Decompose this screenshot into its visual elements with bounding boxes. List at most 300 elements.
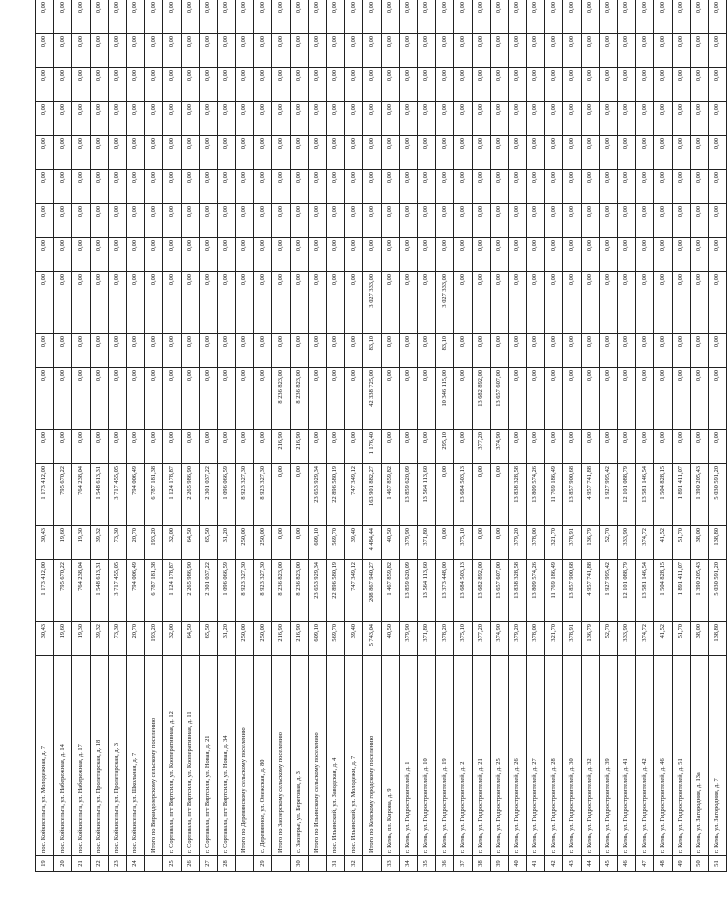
value-cell: 0,00 <box>72 368 90 430</box>
value-cell: 0,00 <box>108 204 126 238</box>
value-cell: 13 564 113,60 <box>417 464 435 526</box>
value-cell: 0,00 <box>545 68 563 102</box>
address-cell: Итого по Кемскому городскому поселению <box>363 656 381 856</box>
value-cell: 0,00 <box>126 170 144 204</box>
value-cell: 0,00 <box>690 102 708 136</box>
value-cell: 0,00 <box>236 170 254 204</box>
value-cell: 13 684 503,13 <box>454 560 472 622</box>
value-cell: 0,00 <box>508 0 526 34</box>
value-cell: 0,00 <box>472 170 490 204</box>
value-cell: 0,00 <box>672 368 690 430</box>
value-cell: 20,70 <box>126 622 144 656</box>
value-cell: 0,00 <box>145 238 163 272</box>
table-row <box>636 0 654 872</box>
value-cell: 0,00 <box>90 102 108 136</box>
value-cell: 0,00 <box>145 430 163 464</box>
table-row <box>599 0 617 872</box>
value-cell: 0,00 <box>690 68 708 102</box>
value-cell: 0,00 <box>54 68 72 102</box>
value-cell: 0,00 <box>308 238 326 272</box>
value-cell: 0,00 <box>436 464 454 526</box>
value-cell: 250,00 <box>254 526 272 560</box>
value-cell: 30,43 <box>36 526 54 560</box>
value-cell: 19,30 <box>72 526 90 560</box>
value-cell: 0,00 <box>217 272 235 334</box>
value-cell: 569,70 <box>327 622 345 656</box>
value-cell: 0,00 <box>54 238 72 272</box>
address-cell: с. Деревянное, ул. Онежская, д. 80 <box>254 656 272 856</box>
value-cell: 73,30 <box>108 622 126 656</box>
table-row <box>199 0 217 872</box>
value-cell: 0,00 <box>308 0 326 34</box>
value-cell: 38,00 <box>690 622 708 656</box>
value-cell: 0,00 <box>672 272 690 334</box>
value-cell: 379,90 <box>399 526 417 560</box>
table-row <box>290 0 308 872</box>
value-cell: 0,00 <box>654 238 672 272</box>
value-cell: 0,00 <box>217 136 235 170</box>
value-cell: 0,00 <box>236 34 254 68</box>
value-cell: 295,10 <box>436 430 454 464</box>
value-cell: 0,00 <box>254 0 272 34</box>
value-cell: 0,00 <box>563 430 581 464</box>
table-row <box>672 0 690 872</box>
value-cell: 0,00 <box>36 170 54 204</box>
value-cell: 0,00 <box>490 526 508 560</box>
value-cell: 41,52 <box>654 526 672 560</box>
value-cell: 0,00 <box>272 334 290 368</box>
value-cell: 19,30 <box>72 622 90 656</box>
value-cell: 0,00 <box>345 34 363 68</box>
value-cell: 0,00 <box>126 238 144 272</box>
value-cell: 19,60 <box>54 526 72 560</box>
value-cell: 0,00 <box>527 430 545 464</box>
row-number-cell: 24 <box>126 856 144 872</box>
value-cell: 0,00 <box>581 170 599 204</box>
value-cell: 0,00 <box>126 204 144 238</box>
row-number-cell: 49 <box>672 856 690 872</box>
value-cell: 0,00 <box>108 34 126 68</box>
value-cell: 0,00 <box>217 430 235 464</box>
row-number-cell: 29 <box>254 856 272 872</box>
value-cell: 0,00 <box>618 0 636 34</box>
value-cell: 0,00 <box>272 34 290 68</box>
row-number-cell: 35 <box>417 856 435 872</box>
value-cell: 0,00 <box>381 136 399 170</box>
value-cell: 0,00 <box>417 102 435 136</box>
value-cell: 12 101 088,79 <box>618 464 636 526</box>
value-cell: 83,10 <box>363 334 381 368</box>
value-cell: 0,00 <box>308 34 326 68</box>
value-cell: 0,00 <box>199 368 217 430</box>
table-row <box>254 0 272 872</box>
value-cell: 0,00 <box>599 136 617 170</box>
value-cell: 1 096 066,59 <box>217 560 235 622</box>
value-cell: 0,00 <box>90 238 108 272</box>
value-cell: 0,00 <box>436 34 454 68</box>
value-cell: 0,00 <box>327 430 345 464</box>
value-cell: 5 030 591,20 <box>708 560 726 622</box>
value-cell: 0,00 <box>236 272 254 334</box>
row-number-cell: 34 <box>399 856 417 872</box>
value-cell: 0,00 <box>327 368 345 430</box>
value-cell: 0,00 <box>636 368 654 430</box>
value-cell: 13 809 574,26 <box>527 464 545 526</box>
value-cell: 0,00 <box>599 204 617 238</box>
address-cell: г. Кемь, ул. Гидростроителей, д. 46 <box>654 656 672 856</box>
row-number-cell: 42 <box>545 856 563 872</box>
value-cell: 794 006,49 <box>126 464 144 526</box>
value-cell: 73,30 <box>108 526 126 560</box>
value-cell: 0,00 <box>636 204 654 238</box>
value-cell: 0,00 <box>290 68 308 102</box>
row-number-cell: 36 <box>436 856 454 872</box>
value-cell: 193,20 <box>145 526 163 560</box>
value-cell: 0,00 <box>54 0 72 34</box>
value-cell: 22 896 580,19 <box>327 464 345 526</box>
value-cell: 0,00 <box>618 430 636 464</box>
value-cell: 0,00 <box>217 204 235 238</box>
value-cell: 136,79 <box>581 622 599 656</box>
value-cell: 0,00 <box>417 238 435 272</box>
value-cell: 0,00 <box>690 34 708 68</box>
value-cell: 0,00 <box>581 34 599 68</box>
value-cell: 0,00 <box>618 170 636 204</box>
value-cell: 0,00 <box>163 170 181 204</box>
value-cell: 13 838 328,58 <box>508 560 526 622</box>
value-cell: 0,00 <box>181 368 199 430</box>
value-cell: 0,00 <box>708 334 726 368</box>
value-cell: 0,00 <box>163 238 181 272</box>
table-row <box>381 0 399 872</box>
row-number-cell: 48 <box>654 856 672 872</box>
value-cell: 0,00 <box>290 334 308 368</box>
address-cell: г. Кемь, ул. Гидростроителей, д. 51 <box>672 656 690 856</box>
value-cell: 0,00 <box>163 136 181 170</box>
value-cell: 0,00 <box>708 34 726 68</box>
address-cell: г. Сортавала, пгт Вяртсиля, ул. Новая, д. 21 <box>199 656 217 856</box>
value-cell: 0,00 <box>108 170 126 204</box>
address-cell: г. Кемь, ул. Гидростроителей, д. 39 <box>599 656 617 856</box>
value-cell: 0,00 <box>545 136 563 170</box>
value-cell: 0,00 <box>108 102 126 136</box>
value-cell: 51,70 <box>672 526 690 560</box>
value-cell: 0,00 <box>508 136 526 170</box>
value-cell: 30,43 <box>36 622 54 656</box>
value-cell: 1 390 205,43 <box>690 560 708 622</box>
value-cell: 1 176,40 <box>363 430 381 464</box>
table-row <box>417 0 435 872</box>
value-cell: 23 653 929,34 <box>308 560 326 622</box>
value-cell: 0,00 <box>308 204 326 238</box>
value-cell: 0,00 <box>563 170 581 204</box>
value-cell: 0,00 <box>490 204 508 238</box>
value-cell: 0,00 <box>90 34 108 68</box>
table-row <box>108 0 126 872</box>
value-cell: 0,00 <box>690 170 708 204</box>
value-cell: 0,00 <box>199 170 217 204</box>
value-cell: 0,00 <box>508 102 526 136</box>
value-cell: 0,00 <box>436 102 454 136</box>
table-row <box>690 0 708 872</box>
value-cell: 0,00 <box>308 102 326 136</box>
value-cell: 0,00 <box>454 136 472 170</box>
value-cell: 0,00 <box>272 68 290 102</box>
value-cell: 38,00 <box>690 526 708 560</box>
value-cell: 12 101 088,79 <box>618 560 636 622</box>
value-cell: 0,00 <box>454 238 472 272</box>
value-cell: 0,00 <box>527 34 545 68</box>
value-cell: 138,80 <box>708 526 726 560</box>
table-row <box>345 0 363 872</box>
value-cell: 0,00 <box>708 68 726 102</box>
value-cell: 0,00 <box>527 170 545 204</box>
value-cell: 0,00 <box>126 136 144 170</box>
value-cell: 0,00 <box>254 238 272 272</box>
value-cell: 0,00 <box>217 334 235 368</box>
value-cell: 0,00 <box>417 272 435 334</box>
table-row <box>454 0 472 872</box>
value-cell: 0,00 <box>72 334 90 368</box>
value-cell: 0,00 <box>72 272 90 334</box>
value-cell: 39,32 <box>90 526 108 560</box>
table-row <box>563 0 581 872</box>
value-cell: 0,00 <box>472 464 490 526</box>
value-cell: 0,00 <box>472 102 490 136</box>
value-cell: 13 859 620,09 <box>399 560 417 622</box>
value-cell: 0,00 <box>272 238 290 272</box>
value-cell: 0,00 <box>381 204 399 238</box>
value-cell: 0,00 <box>508 68 526 102</box>
value-cell: 0,00 <box>181 34 199 68</box>
table-row <box>327 0 345 872</box>
value-cell: 0,00 <box>417 204 435 238</box>
value-cell: 0,00 <box>618 368 636 430</box>
value-cell: 0,00 <box>72 238 90 272</box>
value-cell: 0,00 <box>199 238 217 272</box>
table-row <box>527 0 545 872</box>
row-number-cell: 43 <box>563 856 581 872</box>
value-cell: 0,00 <box>399 136 417 170</box>
value-cell: 0,00 <box>199 272 217 334</box>
value-cell: 0,00 <box>654 204 672 238</box>
value-cell: 52,70 <box>599 526 617 560</box>
value-cell: 0,00 <box>90 0 108 34</box>
value-cell: 0,00 <box>672 430 690 464</box>
value-cell: 0,00 <box>508 430 526 464</box>
value-cell: 0,00 <box>490 102 508 136</box>
value-cell: 0,00 <box>381 170 399 204</box>
value-cell: 250,00 <box>254 622 272 656</box>
table-row <box>126 0 144 872</box>
value-cell: 0,00 <box>490 238 508 272</box>
value-cell: 0,00 <box>690 136 708 170</box>
value-cell: 41,52 <box>654 622 672 656</box>
value-cell: 0,00 <box>363 102 381 136</box>
value-cell: 0,00 <box>672 238 690 272</box>
value-cell: 0,00 <box>436 526 454 560</box>
value-cell: 52,70 <box>599 622 617 656</box>
value-cell: 0,00 <box>508 238 526 272</box>
value-cell: 0,00 <box>581 368 599 430</box>
value-cell: 0,00 <box>399 334 417 368</box>
value-cell: 377,20 <box>472 430 490 464</box>
value-cell: 0,00 <box>199 430 217 464</box>
value-cell: 0,00 <box>472 238 490 272</box>
value-cell: 0,00 <box>599 68 617 102</box>
value-cell: 0,00 <box>672 68 690 102</box>
value-cell: 795 670,22 <box>54 560 72 622</box>
value-cell: 0,00 <box>327 68 345 102</box>
value-cell: 0,00 <box>618 102 636 136</box>
address-cell: г. Кемь, ул. Гидростроителей, д. 42 <box>636 656 654 856</box>
value-cell: 0,00 <box>363 68 381 102</box>
row-number-cell: 38 <box>472 856 490 872</box>
value-cell: 0,00 <box>217 170 235 204</box>
table-row <box>436 0 454 872</box>
value-cell: 0,00 <box>563 334 581 368</box>
value-cell: 2 301 037,22 <box>199 464 217 526</box>
value-cell: 0,00 <box>690 368 708 430</box>
value-cell: 371,80 <box>417 526 435 560</box>
value-cell: 0,00 <box>217 238 235 272</box>
value-cell: 0,00 <box>381 0 399 34</box>
value-cell: 138,80 <box>708 622 726 656</box>
value-cell: 0,00 <box>581 238 599 272</box>
value-cell: 0,00 <box>327 136 345 170</box>
value-cell: 0,00 <box>581 68 599 102</box>
row-number-cell: 51 <box>708 856 726 872</box>
value-cell: 0,00 <box>126 334 144 368</box>
row-number-cell: 50 <box>690 856 708 872</box>
value-cell: 64,50 <box>181 622 199 656</box>
value-cell: 0,00 <box>272 136 290 170</box>
value-cell: 0,00 <box>181 68 199 102</box>
value-cell: 3 717 455,05 <box>108 464 126 526</box>
value-cell: 0,00 <box>199 102 217 136</box>
value-cell: 0,00 <box>545 204 563 238</box>
value-cell: 0,00 <box>90 368 108 430</box>
value-cell: 0,00 <box>436 68 454 102</box>
address-cell: г. Сортавала, пгт Вяртсиля, ул. Кооперативная, д. 11 <box>181 656 199 856</box>
value-cell: 0,00 <box>345 102 363 136</box>
value-cell: 1 927 995,42 <box>599 464 617 526</box>
value-cell: 0,00 <box>581 272 599 334</box>
value-cell: 747 349,12 <box>345 560 363 622</box>
value-cell: 0,00 <box>290 136 308 170</box>
value-cell: 0,00 <box>399 0 417 34</box>
value-cell: 51,70 <box>672 622 690 656</box>
value-cell: 0,00 <box>108 430 126 464</box>
value-cell: 1 548 613,31 <box>90 464 108 526</box>
value-cell: 31,20 <box>217 526 235 560</box>
address-cell: г. Кемь, ул. Гидростроителей, д. 41 <box>618 656 636 856</box>
value-cell: 0,00 <box>272 526 290 560</box>
value-cell: 1 504 828,15 <box>654 464 672 526</box>
value-cell: 20,70 <box>126 526 144 560</box>
value-cell: 64,50 <box>181 526 199 560</box>
value-cell: 0,00 <box>236 238 254 272</box>
value-cell: 0,00 <box>472 34 490 68</box>
value-cell: 0,00 <box>690 272 708 334</box>
value-cell: 0,00 <box>90 170 108 204</box>
value-cell: 0,00 <box>363 136 381 170</box>
value-cell: 321,70 <box>545 526 563 560</box>
value-cell: 0,00 <box>345 272 363 334</box>
value-cell: 0,00 <box>636 170 654 204</box>
value-cell: 0,00 <box>327 0 345 34</box>
value-cell: 0,00 <box>345 68 363 102</box>
value-cell: 0,00 <box>363 170 381 204</box>
value-cell: 377,20 <box>472 622 490 656</box>
value-cell: 0,00 <box>527 272 545 334</box>
value-cell: 40,50 <box>381 526 399 560</box>
value-cell: 0,00 <box>126 34 144 68</box>
row-number-cell: 39 <box>490 856 508 872</box>
row-number-cell: 45 <box>599 856 617 872</box>
value-cell: 0,00 <box>708 430 726 464</box>
table-row <box>545 0 563 872</box>
value-cell: 0,00 <box>527 136 545 170</box>
value-cell: 0,00 <box>272 464 290 526</box>
value-cell: 0,00 <box>636 102 654 136</box>
value-cell: 1 548 613,31 <box>90 560 108 622</box>
value-cell: 0,00 <box>290 272 308 334</box>
value-cell: 0,00 <box>381 238 399 272</box>
value-cell: 32,00 <box>163 622 181 656</box>
value-cell: 0,00 <box>236 0 254 34</box>
value-cell: 0,00 <box>417 68 435 102</box>
row-number-cell: 30 <box>290 856 308 872</box>
value-cell: 0,00 <box>618 34 636 68</box>
address-cell: Итого по Ильинскому сельскому поселению <box>308 656 326 856</box>
value-cell: 0,00 <box>72 430 90 464</box>
value-cell: 0,00 <box>272 272 290 334</box>
value-cell: 0,00 <box>254 34 272 68</box>
value-cell: 13 857 900,68 <box>563 464 581 526</box>
value-cell: 0,00 <box>36 430 54 464</box>
value-cell: 0,00 <box>599 430 617 464</box>
subtotal-row <box>308 0 326 872</box>
value-cell: 0,00 <box>363 238 381 272</box>
value-cell: 0,00 <box>545 238 563 272</box>
value-cell: 0,00 <box>527 0 545 34</box>
value-cell: 0,00 <box>36 204 54 238</box>
value-cell: 0,00 <box>508 170 526 204</box>
row-number-cell <box>236 856 254 872</box>
value-cell: 333,90 <box>618 622 636 656</box>
value-cell: 0,00 <box>490 34 508 68</box>
value-cell: 0,00 <box>54 204 72 238</box>
value-cell: 0,00 <box>654 68 672 102</box>
value-cell: 0,00 <box>399 430 417 464</box>
value-cell: 0,00 <box>563 0 581 34</box>
table-row <box>90 0 108 872</box>
value-cell: 0,00 <box>563 68 581 102</box>
value-cell: 0,00 <box>490 334 508 368</box>
value-cell: 0,00 <box>254 102 272 136</box>
value-cell: 0,00 <box>181 238 199 272</box>
value-cell: 65,50 <box>199 622 217 656</box>
address-cell: пос. Койкисельга, ул. Школьная, д. 7 <box>126 656 144 856</box>
value-cell: 1 504 828,15 <box>654 560 672 622</box>
value-cell: 609,10 <box>308 526 326 560</box>
value-cell: 0,00 <box>690 0 708 34</box>
row-number-cell: 46 <box>618 856 636 872</box>
value-cell: 1 467 859,82 <box>381 560 399 622</box>
value-cell: 0,00 <box>36 334 54 368</box>
value-cell: 0,00 <box>54 430 72 464</box>
